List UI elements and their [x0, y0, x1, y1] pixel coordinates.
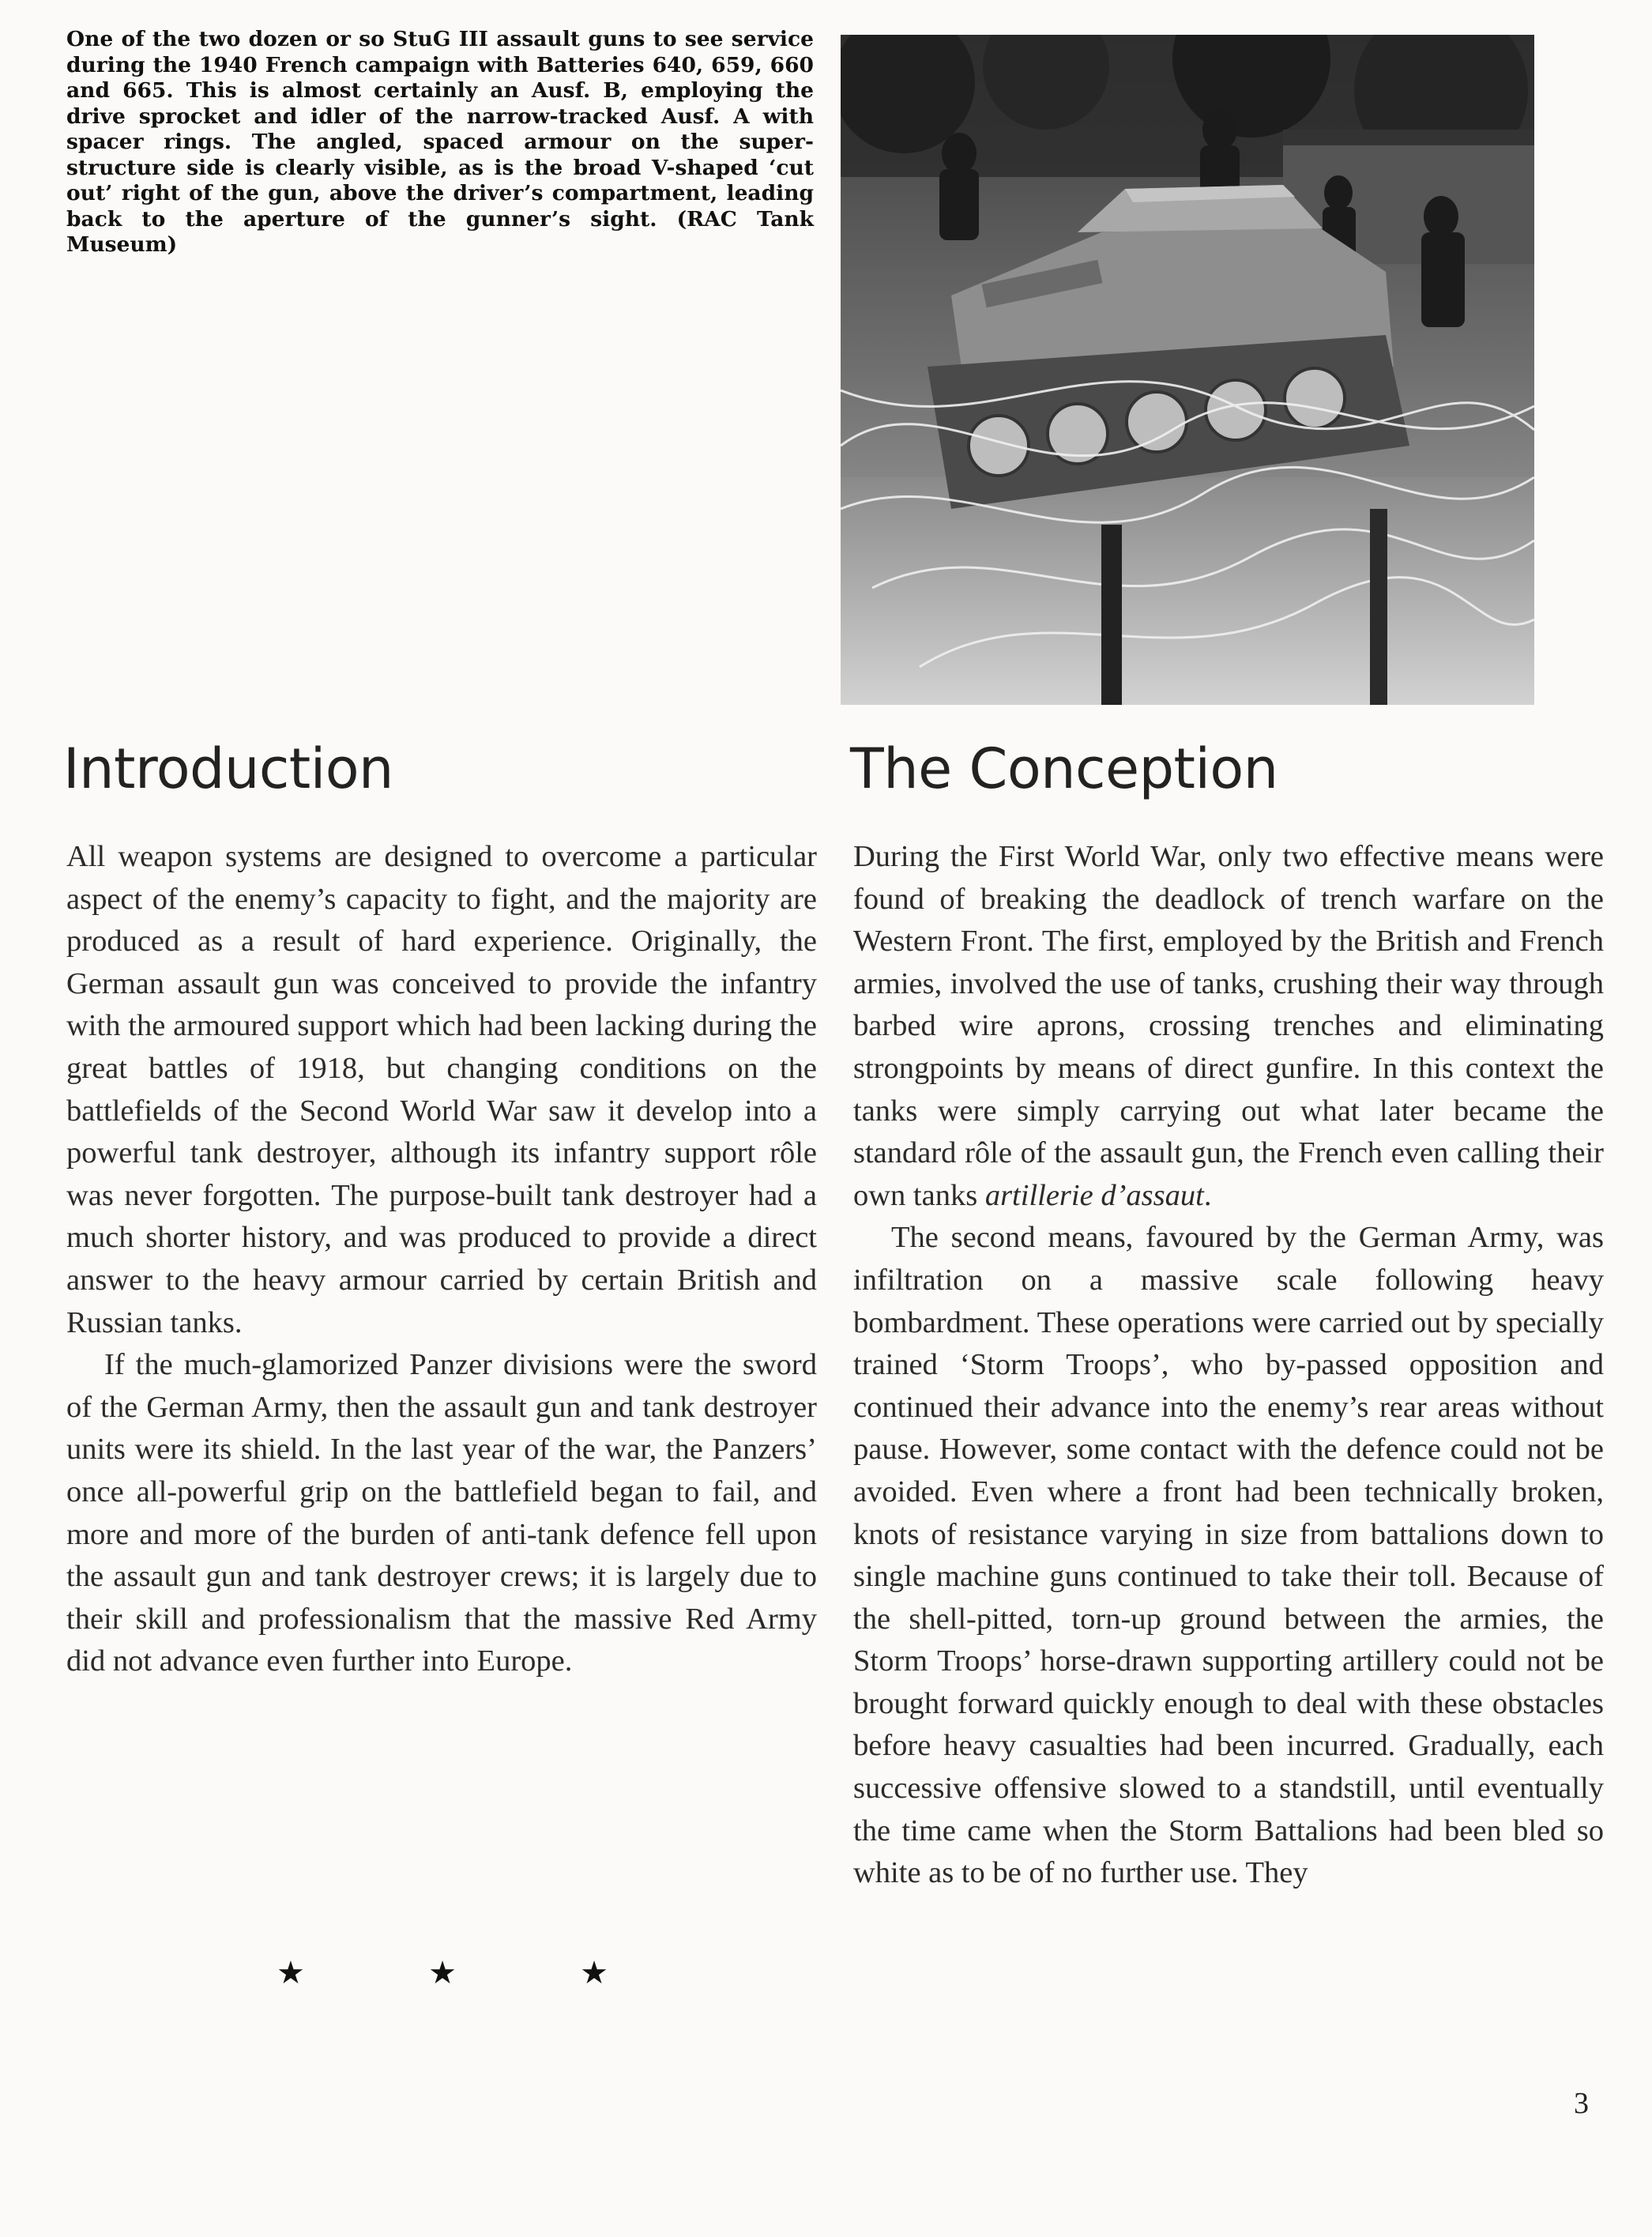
introduction-paragraph: If the much-glamorized Panzer divisions were the sword of the German Army, then the assault gun and tank destroyer units were its shield. In the last year of the war, the Panzers’ once all-powerful grip on the battlefield began to fail, and more and more of the burden of anti-tank defence fell upon the assault gun and tank destroyer crews; it is largely due to their skill and professionalism that the massive Red Army did not advance even further into Europe. [66, 1348, 817, 1678]
star-icon: ★ [428, 1955, 457, 1991]
section-divider-stars [277, 1955, 608, 1991]
conception-paragraph: The second means, favoured by the German Army, was infiltration on a massive scale following heavy bombardment. These operations were carried out by specially trained ‘Storm Troops’, who by-passed opposition and continued their advance into the enemy’s rear areas without pause. However, some contact with the defence could not be avoided. Even where a front had been technically broken, knots of resistance varying in size from battalions down to single machine guns continued to take their toll. Because of the shell-pitted, torn-up ground between the armies, the Storm Troops’ horse-drawn supporting artillery could not be brought forward quickly enough to deal with these obstacles before heavy casualties had been incurred. Gradually, each successive offensive slowed to a standstill, until eventually the time came when the Storm Battalions had been bled so white as to be of no further use. They [853, 1221, 1604, 1890]
photo-caption: One of the two dozen or so StuG III assault guns to see service during the 1940 French campaign with Batteries 640, 659, 660 and 665. This is almost certainly an Ausf. B, employing the drive sprocket and idler of the narrow-tracked Ausf. A with spacer rings. The angled, spaced armour on the super-structure side is clearly visible, as is the broad V-shaped ‘cut out’ right of the gun, above the driver’s compartment, leading back to the aperture of the gunner’s sight. (RAC Tank Museum) [66, 27, 814, 257]
stug-iii-assault-gun-photo-icon [841, 35, 1534, 705]
page-number: 3 [1574, 2087, 1589, 2120]
conception-paragraph [853, 836, 1604, 1217]
introduction-paragraph: All weapon systems are designed to overcome a particular aspect of the enemy’s capacity to fight, and the majority are produced as a result of hard experience. Originally, the German assault gun was conceived to provide the infantry with the armoured support which had been lacking during the great battles of 1918, but changing conditions on the battlefields of the Second World War saw it develop into a powerful tank destroyer, although its infantry support rôle was never forgotten. The purpose-built tank destroyer had a much shorter history, and was produced to provide a direct answer to the heavy armour carried by certain British and Russian tanks. [66, 840, 817, 1339]
introduction-column [66, 836, 817, 1683]
conception-text-end: . [1203, 1178, 1212, 1212]
conception-column [853, 836, 1604, 1895]
stug-iii-photo [841, 35, 1534, 705]
star-icon: ★ [277, 1955, 305, 1991]
conception-italic-term: artillerie d’assaut [984, 1178, 1204, 1212]
introduction-heading: Introduction [63, 736, 393, 801]
conception-text: During the First World War, only two effective means were found of breaking the deadlock of trench warfare on the Western Front. The first, employed by the British and French armies, involved the use of tanks, crushing their way through barbed wire aprons, crossing trenches and eliminating strongpoints by means of direct gunfire. In this context the tanks were simply carrying out what later became the standard rôle of the assault gun, the French even calling their own tanks [853, 840, 1604, 1212]
star-icon: ★ [580, 1955, 608, 1991]
conception-heading: The Conception [850, 736, 1278, 801]
